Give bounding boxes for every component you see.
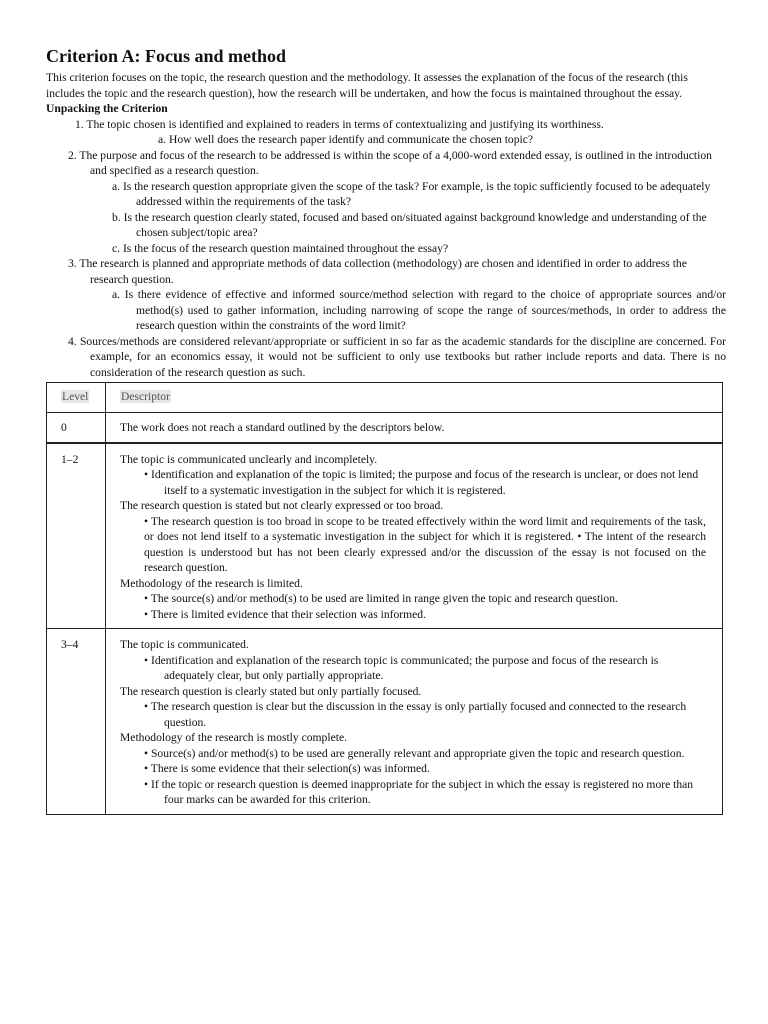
- descriptor-line: The research question is stated but not clearly expressed or too broad.: [120, 499, 444, 512]
- document-page: [46, 44, 726, 815]
- table-header-row: [47, 383, 723, 413]
- descriptor-line: The topic is communicated.: [120, 638, 249, 651]
- descriptor-line: The topic is communicated unclearly and incompletely.: [120, 452, 378, 466]
- criterion-item-2a: a. Is the research question appropriate given the scope of the task? For example, is the topic sufficiently focused to be adequately addressed within the requirements of the task?: [112, 179, 711, 208]
- criterion-item-4: 4. Sources/methods are considered relevant/appropriate or sufficient in so far as the academic standards for the discipline are concerned. For example, for an economics essay, it would not be sufficient to only use textbooks but rather include reports and data. There is no consideration of the research question as such.: [68, 334, 726, 379]
- descriptor-bullet: • Source(s) and/or method(s) to be used are generally relevant and appropriate given the topic and research question.: [144, 746, 685, 760]
- descriptor-bullet: • The research question is clear but the discussion in the essay is only partially focused and connected to the research question.: [144, 700, 687, 729]
- descriptor-bullet: • If the topic or research question is deemed inappropriate for the subject in which the essay is registered no more than four marks can be awarded for this criterion.: [144, 777, 694, 806]
- intro-paragraph: This criterion focuses on the topic, the research question and the methodology. It assesses the explanation of the focus of the research (this includes the topic and the research question), how the research will be undertaken, and how the focus is maintained throughout the essay.: [46, 71, 688, 100]
- descriptor-line: The research question is clearly stated but only partially focused.: [120, 684, 422, 698]
- level-cell: 1–2: [47, 443, 106, 629]
- table-row: [47, 413, 723, 443]
- descriptor-bullet: • Identification and explanation of the topic is limited; the purpose and focus of the research is unclear, or does not lend itself to a systematic investigation in the subject for which it is registered.: [144, 468, 699, 497]
- criterion-item-1: 1. The topic chosen is identified and explained to readers in terms of contextualizing and justifying its worthiness.: [75, 117, 604, 131]
- descriptor-cell: The work does not reach a standard outlined by the descriptors below.: [106, 413, 723, 443]
- descriptor-cell: [106, 629, 723, 815]
- descriptor-column-header: Descriptor: [106, 383, 723, 413]
- descriptor-bullet: • The source(s) and/or method(s) to be used are limited in range given the topic and research question.: [144, 592, 618, 605]
- descriptor-cell: [106, 443, 723, 629]
- level-cell: 0: [47, 413, 106, 443]
- criterion-item-3a: a. Is there evidence of effective and informed source/method selection with regard to the choice of appropriate sources and/or method(s) used to gather information, including narrowing of scope the range of sources/methods, in order to address the research question within the constraints of the word limit?: [112, 288, 726, 332]
- descriptor-line: Methodology of the research is mostly complete.: [120, 731, 347, 744]
- table-row: [47, 629, 723, 815]
- level-column-header: Level: [47, 383, 106, 413]
- criterion-item-3: 3. The research is planned and appropriate methods of data collection (methodology) are chosen and identified in order to address the research question.: [68, 257, 687, 286]
- table-row: [47, 443, 723, 629]
- criterion-item-2b: b. Is the research question clearly stated, focused and based on/situated against background knowledge and understanding of the chosen subject/topic area?: [112, 210, 707, 239]
- descriptor-bullet: • There is limited evidence that their selection was informed.: [144, 607, 427, 621]
- descriptor-bullet: • There is some evidence that their selection(s) was informed.: [144, 762, 430, 775]
- page-title: Criterion A: Focus and method: [46, 46, 286, 66]
- criterion-item-1a: a. How well does the research paper identify and communicate the chosen topic?: [158, 133, 534, 146]
- section-subheading: Unpacking the Criterion: [46, 102, 168, 115]
- criterion-item-2c: c. Is the focus of the research question maintained throughout the essay?: [112, 241, 449, 255]
- criterion-item-2: 2. The purpose and focus of the research to be addressed is within the scope of a 4,000-word extended essay, is outlined in the introduction and specified as a research question.: [68, 148, 712, 177]
- descriptor-line: Methodology of the research is limited.: [120, 576, 303, 590]
- level-cell: 3–4: [47, 629, 106, 815]
- descriptor-bullet: • Identification and explanation of the research topic is communicated; the purpose and focus of the research is adequately clear, but only partially appropriate.: [144, 653, 659, 682]
- descriptor-table: [46, 382, 723, 815]
- descriptor-bullet: • The research question is too broad in scope to be treated effectively within the word limit and requirements of the task, or does not lend itself to a systematic investigation in the subject for which it is registered. • The intent of the research question is understood but has not been clearly expressed and/or the discussion of the essay is not focused on the research question.: [144, 514, 706, 574]
